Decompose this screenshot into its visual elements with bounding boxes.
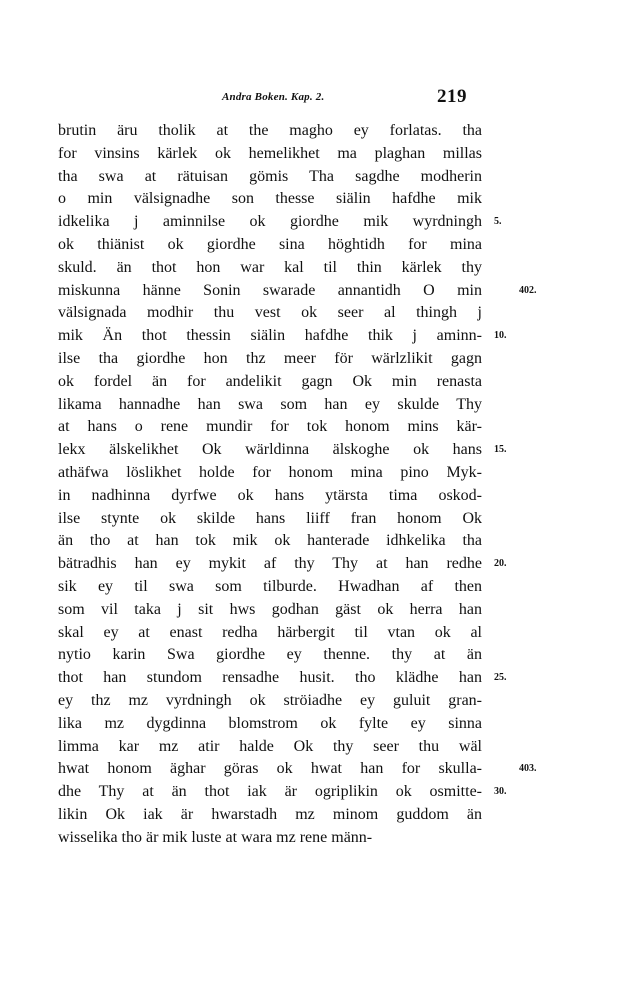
line-text: athäfwa löslikhet holde for honom mina pino Myk- bbox=[58, 463, 482, 481]
line-number-marker: 25. bbox=[494, 672, 507, 684]
line-text: dhe Thy at än thot iak är ogriplikin ok osmitte- bbox=[58, 783, 482, 801]
line-text: at hans o rene mundir for tok honom mins kär- bbox=[58, 418, 482, 436]
line-text: in nadhinna dyrfwe ok hans ytärsta tima oskod- bbox=[58, 486, 482, 504]
text-line bbox=[58, 188, 498, 211]
text-line bbox=[58, 667, 507, 690]
text-line bbox=[58, 234, 498, 257]
line-number-marker: 15. bbox=[494, 444, 507, 456]
line-text: skuld. än thot hon war kal til thin kärlek thy bbox=[58, 258, 482, 276]
line-text: o min välsignadhe son thesse siälin hafdhe mik bbox=[58, 190, 482, 208]
text-line bbox=[58, 530, 498, 553]
line-text: idkelika j aminnilse ok giordhe mik wyrdningh bbox=[58, 213, 482, 231]
line-text: wisselika tho är mik luste at wara mz rene männ- bbox=[58, 828, 373, 846]
line-text: brutin äru tholik at the magho ey forlatas. tha bbox=[58, 122, 482, 139]
line-text: mik Än thot thessin siälin hafdhe thik j aminn- bbox=[58, 327, 482, 345]
line-text: lekx älskelikhet Ok wärldinna älskoghe ok hans bbox=[58, 441, 482, 459]
line-text: tha swa at rätuisan gömis Tha sagdhe modherin bbox=[58, 167, 482, 185]
text-line bbox=[58, 120, 498, 143]
line-number-marker: 10. bbox=[494, 330, 507, 342]
line-number-marker: 30. bbox=[494, 786, 507, 798]
line-text: limma kar mz atir halde Ok thy seer thu wäl bbox=[58, 737, 482, 755]
text-line bbox=[58, 553, 507, 576]
text-line bbox=[58, 508, 498, 531]
text-line bbox=[58, 371, 498, 394]
line-number-marker: 5. bbox=[494, 216, 502, 228]
text-line bbox=[58, 758, 537, 781]
line-text: miskunna hänne Sonin swarade annantidh O min bbox=[58, 281, 482, 299]
line-text: hwat honom äghar göras ok hwat han for skulla- bbox=[58, 760, 482, 778]
text-line bbox=[58, 736, 498, 759]
line-text: sik ey til swa som tilburde. Hwadhan af then bbox=[58, 577, 482, 595]
page-header bbox=[0, 86, 632, 112]
page-number: 219 bbox=[437, 86, 467, 107]
source-page-marker: 402. bbox=[519, 284, 537, 296]
line-number-marker: 20. bbox=[494, 558, 507, 570]
line-text: välsignada modhir thu vest ok seer al thingh j bbox=[58, 304, 482, 322]
text-line bbox=[58, 416, 498, 439]
line-text: ok fordel än for andelikit gagn Ok min renasta bbox=[58, 372, 482, 390]
line-text: bätradhis han ey mykit af thy Thy at han redhe bbox=[58, 555, 482, 573]
line-text: likama hannadhe han swa som han ey skulde Thy bbox=[58, 395, 482, 413]
text-line bbox=[58, 781, 507, 804]
text-line bbox=[58, 485, 498, 508]
text-line bbox=[58, 325, 507, 348]
line-text: for vinsins kärlek ok hemelikhet ma plaghan millas bbox=[58, 144, 482, 162]
line-text: lika mz dygdinna blomstrom ok fylte ey sinna bbox=[58, 714, 482, 732]
line-text: nytio karin Swa giordhe ey thenne. thy at än bbox=[58, 646, 482, 664]
text-line bbox=[58, 166, 498, 189]
text-line bbox=[58, 394, 498, 417]
text-line bbox=[58, 644, 498, 667]
text-line bbox=[58, 211, 502, 234]
line-text: ey thz mz vyrdningh ok ströiadhe ey guluit gran- bbox=[58, 691, 482, 709]
text-line bbox=[58, 462, 498, 485]
text-line bbox=[58, 348, 498, 371]
text-line bbox=[58, 302, 498, 325]
text-line bbox=[58, 576, 498, 599]
text-line bbox=[58, 439, 507, 462]
text-line bbox=[58, 804, 498, 827]
text-line bbox=[58, 622, 498, 645]
line-text: thot han stundom rensadhe husit. tho klädhe han bbox=[58, 669, 482, 687]
line-text: ilse tha giordhe hon thz meer för wärlzlikit gagn bbox=[58, 349, 482, 367]
text-line bbox=[58, 713, 498, 736]
text-line bbox=[58, 690, 498, 713]
line-text: som vil taka j sit hws godhan gäst ok herra han bbox=[58, 600, 482, 618]
running-title: Andra Boken. Kap. 2. bbox=[222, 91, 325, 103]
text-line bbox=[58, 280, 537, 303]
text-line bbox=[58, 257, 498, 280]
source-page-marker: 403. bbox=[519, 763, 537, 775]
line-text: likin Ok iak är hwarstadh mz minom guddom än bbox=[58, 805, 482, 823]
line-text: ilse stynte ok skilde hans liiff fran honom Ok bbox=[58, 509, 482, 527]
line-text: skal ey at enast redha härbergit til vtan ok al bbox=[58, 623, 482, 641]
text-line bbox=[58, 827, 498, 850]
text-line bbox=[58, 599, 498, 622]
line-text: ok thiänist ok giordhe sina höghtidh for mina bbox=[58, 235, 482, 253]
body-text bbox=[58, 120, 537, 850]
line-text: än tho at han tok mik ok hanterade idhkelika tha bbox=[58, 532, 482, 550]
text-line bbox=[58, 143, 498, 166]
